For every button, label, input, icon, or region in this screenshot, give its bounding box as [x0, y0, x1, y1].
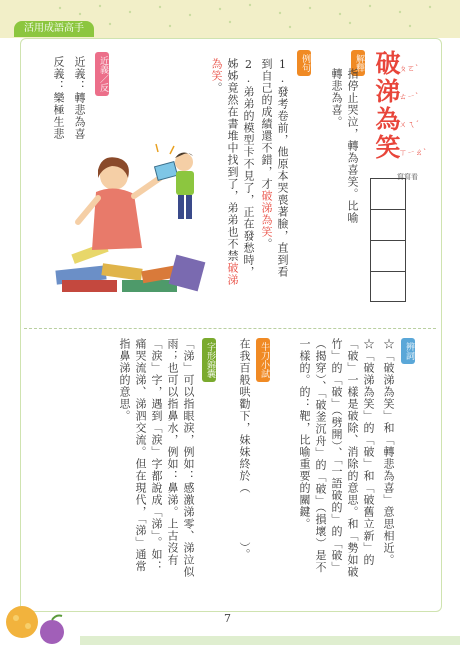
- example-2-highlight: 破涕為笑: [210, 58, 239, 286]
- synonym-antonym-label: 近義／反: [95, 52, 109, 96]
- zhuyin-char: ㄒㄧㄠˋ: [399, 148, 427, 157]
- illustration-woman-boy-books: [52, 118, 212, 308]
- zhuyin-char: ㄆㄛˋ: [399, 64, 419, 73]
- zhuyin-char: ㄊㄧˋ: [399, 92, 419, 101]
- page-number: 7: [224, 612, 231, 625]
- practice-label: 寫寫看: [397, 173, 418, 181]
- example-2-text: 2.弟弟的模型卡不見了，正在發愁時，姊姊竟然在書堆中找到了，弟弟也不禁: [226, 58, 255, 278]
- example-2: 2.弟弟的模型卡不見了，正在發愁時，姊姊竟然在書堆中找到了，弟弟也不禁破涕為笑。: [210, 58, 255, 286]
- chapter-tab: 活用成語高手: [14, 21, 94, 37]
- footer-band: [80, 636, 460, 645]
- analysis-point-1: ☆「破涕為笑」和「轉悲為喜」意思相近。: [382, 338, 395, 566]
- definition-text: 指停止哭泣，轉為喜笑。比喻轉悲為喜。: [330, 68, 359, 224]
- antonym-text: 反義：樂極生悲: [52, 56, 65, 140]
- quiz-label: 牛刀小試: [256, 338, 270, 382]
- tip-label: 字形錦囊: [202, 338, 216, 382]
- fruit-decoration: [0, 592, 80, 645]
- definition-label: 解釋: [351, 50, 365, 76]
- analysis-label: 辨詞: [401, 338, 415, 364]
- example-1: 1.發考卷前，他原本哭喪著臉，直到看到自己的成績還不錯，才破涕為笑。: [260, 58, 289, 278]
- tip-text: 「涕」可以指眼淚，例如：感激涕零、涕泣似雨；也可以指鼻水，例如：鼻涕。上古沒有「淚」字，遇到「淚」字都說成「涕」。如：痛哭流涕、涕泗交流。但在現代，「涕」通常指鼻涕的意思。: [118, 338, 195, 578]
- synonym-text: 近義：轉悲為喜: [73, 56, 86, 140]
- analysis-point-2: ☆「破涕為笑」的「破」和「破舊立新」的「破」一樣是破除、消除的意思。和「勢如破竹」的「破」（劈開）、「一語破的」的「破」（揭穿）、「破釜沉舟」的「破」（損壞）是不一樣的。的：靶，比喻重要的關鍵。: [298, 338, 375, 578]
- section-divider: [24, 328, 436, 329]
- quiz-text: 在我百般哄勸下，妹妹終於（ ）。: [238, 338, 251, 561]
- zhuyin-char: ㄨㄟˊ: [399, 120, 419, 129]
- practice-grid[interactable]: [370, 178, 406, 302]
- example-1-text: 1.發考卷前，他原本哭喪著臉，直到看到自己的成績還不錯，才: [260, 58, 289, 278]
- example-1-highlight: 破涕為笑: [260, 190, 273, 238]
- title-zhuyin: [399, 55, 427, 167]
- examples-label: 例句: [297, 50, 311, 76]
- idiom-title: 破涕為笑: [372, 50, 401, 162]
